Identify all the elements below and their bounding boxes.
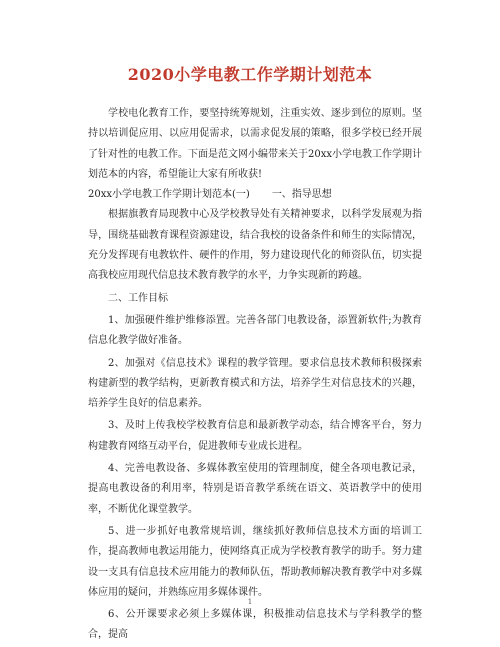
section-heading-guiding: 一、指导思想 bbox=[271, 189, 332, 201]
goal-item-6: 6、公开课要求必须上多媒体课，积极推动信息技术与学科教学的整合，提高 bbox=[88, 609, 422, 641]
subheading-row bbox=[88, 185, 422, 205]
goal-item-3: 3、及时上传我校学校教育信息和最新教学动态，结合博客平台，努力构建教育网络互动平台，促进教师专业成长进程。 bbox=[88, 420, 422, 452]
document-body bbox=[88, 104, 422, 646]
page-number: 1 bbox=[247, 598, 253, 606]
goal-item-4: 4、完善电教设备、多媒体教室使用的管理制度，健全各项电教记录，提高电教设备的利用率，特别是语音教学系统在语文、英语教学中的使用率，不断优化课堂教学。 bbox=[88, 463, 422, 515]
subheading-title: 20xx小学电教工作学期计划范本(一) bbox=[88, 189, 250, 201]
goal-item-1: 1、加强硬件维护维修添置。完善各部门电教设备，添置新软件;为教育信息化教学做好准备。 bbox=[88, 314, 422, 347]
guiding-paragraph: 根据旗教育局现教中心及学校教导处有关精神要求，以科学发展观为指导，围绕基础教育课程资源建设，结合我校的设备条件和师生的实际情况，充分发挥现有电教软件、硬件的作用，努力建设现代化的师资队伍，切实提高我校应用现代信息技术教育教学的水平，力争实现新的跨越。 bbox=[88, 209, 422, 282]
goal-item-2: 2、加强对《信息技术》课程的教学管理。要求信息技术教师积极探索构建新型的教学结构，更新教育模式和方法，培养学生对信息技术的兴趣，培养学生良好的信息素养。 bbox=[88, 357, 422, 410]
goal-item-5: 5、进一步抓好电教常规培训，继续抓好教师信息技术方面的培训工作，提高教师电教运用能力，使网络真正成为学校教育教学的助手。努力建设一支具有信息技术应用能力的教师队伍，帮助教师解决教育教学中对多媒体应用的疑问，并熟练应用多媒体课件。 bbox=[88, 525, 422, 598]
document-title: 2020小学电教工作学期计划范本 bbox=[127, 65, 373, 84]
intro-paragraph: 学校电化教育工作，要坚持统筹规划，注重实效、逐步到位的原则。坚持以培训促应用、以应用促需求，以需求促发展的策略，很多学校已经开展了针对性的电教工作。下面是范文网小编带来关于20xx小学电教工作学期计划范本的内容，希望能让大家有所收获! bbox=[88, 108, 423, 180]
section-heading-goals: 二、工作目标 bbox=[108, 292, 168, 304]
